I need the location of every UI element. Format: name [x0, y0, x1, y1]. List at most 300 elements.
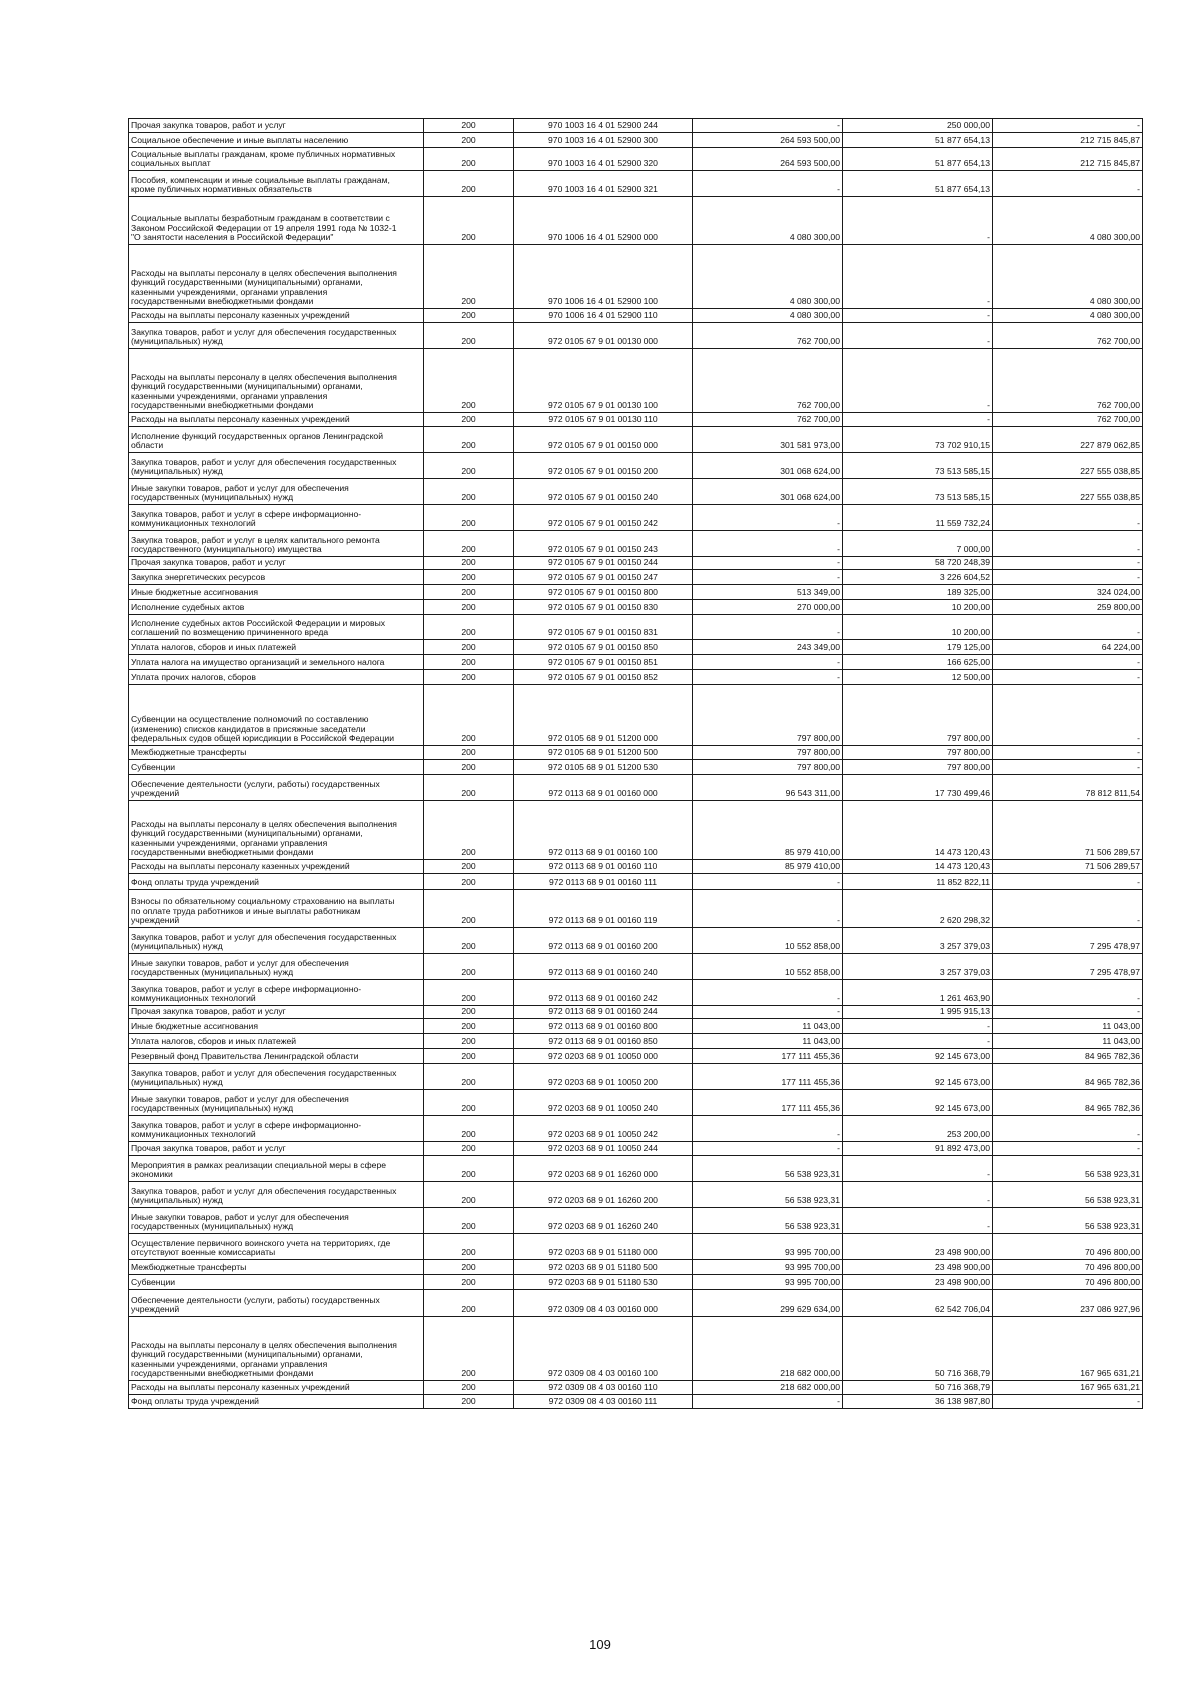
- row-approved-cell: 56 538 923,31: [693, 1182, 843, 1208]
- row-approved-cell: 4 080 300,00: [693, 245, 843, 309]
- row-unexecuted-cell: -: [993, 531, 1143, 557]
- row-unexecuted-cell: -: [993, 685, 1143, 746]
- row-code-cell: 200: [424, 1034, 514, 1049]
- row-name-cell: Иные закупки товаров, работ и услуг для обеспечения государственных (муниципальных) нужд: [129, 954, 424, 980]
- row-name-cell: Закупка товаров, работ и услуг в сфере информационно- коммуникационных технологий: [129, 1116, 424, 1142]
- row-unexecuted-cell: 212 715 845,87: [993, 133, 1143, 148]
- table-row: [129, 570, 1143, 585]
- table-row: [129, 775, 1143, 801]
- row-name-cell: Субвенции на осуществление полномочий по составлению (изменению) списков кандидатов в присяжные заседатели федеральных судов общей юрисдикции в Российской Федерации: [129, 685, 424, 746]
- row-executed-cell: 73 513 585,15: [843, 453, 993, 479]
- row-name-cell: Закупка товаров, работ и услуг для обеспечения государственных (муниципальных) нужд: [129, 1182, 424, 1208]
- row-name-cell: Исполнение функций государственных органов Ленинградской области: [129, 427, 424, 453]
- row-kbk-cell: 972 0113 68 9 01 00160 111: [514, 874, 693, 890]
- table-row: [129, 954, 1143, 980]
- row-executed-cell: -: [843, 413, 993, 427]
- row-code-cell: 200: [424, 479, 514, 505]
- row-approved-cell: -: [693, 557, 843, 570]
- row-approved-cell: 177 111 455,36: [693, 1090, 843, 1116]
- row-name-cell: Социальные выплаты безработным гражданам в соответствии с Законом Российской Федерации от 19 апреля 1991 года № 1032-1 "О занятости населения в Российской Федерации": [129, 197, 424, 245]
- row-executed-cell: 250 000,00: [843, 119, 993, 133]
- row-kbk-cell: 970 1003 16 4 01 52900 244: [514, 119, 693, 133]
- row-approved-cell: 4 080 300,00: [693, 197, 843, 245]
- table-row: [129, 640, 1143, 655]
- page-number: 109: [589, 1637, 611, 1652]
- row-approved-cell: 264 593 500,00: [693, 148, 843, 171]
- row-executed-cell: 3 257 379,03: [843, 954, 993, 980]
- row-code-cell: 200: [424, 890, 514, 928]
- row-executed-cell: 23 498 900,00: [843, 1275, 993, 1290]
- table-row: [129, 323, 1143, 349]
- table-row: [129, 1090, 1143, 1116]
- row-name-cell: Мероприятия в рамках реализации специальной меры в сфере экономики: [129, 1156, 424, 1182]
- row-kbk-cell: 972 0203 68 9 01 51180 500: [514, 1260, 693, 1275]
- row-unexecuted-cell: 237 086 927,96: [993, 1290, 1143, 1317]
- table-row: [129, 980, 1143, 1006]
- row-name-cell: Закупка энергетических ресурсов: [129, 570, 424, 585]
- row-code-cell: 200: [424, 615, 514, 640]
- row-approved-cell: -: [693, 119, 843, 133]
- table-row: [129, 860, 1143, 874]
- row-approved-cell: -: [693, 1142, 843, 1156]
- row-kbk-cell: 972 0105 67 9 01 00130 000: [514, 323, 693, 349]
- table-row: [129, 1208, 1143, 1234]
- row-approved-cell: 56 538 923,31: [693, 1208, 843, 1234]
- row-code-cell: 200: [424, 746, 514, 760]
- row-code-cell: 200: [424, 148, 514, 171]
- row-approved-cell: 96 543 311,00: [693, 775, 843, 801]
- row-unexecuted-cell: 70 496 800,00: [993, 1234, 1143, 1260]
- row-unexecuted-cell: 4 080 300,00: [993, 245, 1143, 309]
- row-executed-cell: 166 625,00: [843, 655, 993, 670]
- row-executed-cell: 92 145 673,00: [843, 1090, 993, 1116]
- row-executed-cell: 73 702 910,15: [843, 427, 993, 453]
- row-kbk-cell: 970 1003 16 4 01 52900 321: [514, 171, 693, 197]
- row-name-cell: Иные закупки товаров, работ и услуг для обеспечения государственных (муниципальных) нужд: [129, 1208, 424, 1234]
- table-row: [129, 479, 1143, 505]
- row-code-cell: 200: [424, 1116, 514, 1142]
- row-code-cell: 200: [424, 1317, 514, 1381]
- row-kbk-cell: 972 0105 67 9 01 00150 850: [514, 640, 693, 655]
- row-approved-cell: -: [693, 890, 843, 928]
- row-kbk-cell: 972 0105 67 9 01 00150 240: [514, 479, 693, 505]
- row-executed-cell: -: [843, 197, 993, 245]
- row-unexecuted-cell: 64 224,00: [993, 640, 1143, 655]
- table-row: [129, 1049, 1143, 1064]
- row-kbk-cell: 972 0203 68 9 01 10050 240: [514, 1090, 693, 1116]
- row-executed-cell: 7 000,00: [843, 531, 993, 557]
- row-code-cell: 200: [424, 954, 514, 980]
- row-unexecuted-cell: -: [993, 760, 1143, 775]
- row-kbk-cell: 972 0203 68 9 01 16260 200: [514, 1182, 693, 1208]
- row-name-cell: Расходы на выплаты персоналу казенных учреждений: [129, 1381, 424, 1395]
- row-code-cell: 200: [424, 413, 514, 427]
- row-name-cell: Прочая закупка товаров, работ и услуг: [129, 119, 424, 133]
- row-name-cell: Обеспечение деятельности (услуги, работы) государственных учреждений: [129, 1290, 424, 1317]
- row-executed-cell: 10 200,00: [843, 600, 993, 615]
- row-approved-cell: 762 700,00: [693, 413, 843, 427]
- table-row: [129, 801, 1143, 860]
- row-code-cell: 200: [424, 760, 514, 775]
- row-unexecuted-cell: -: [993, 615, 1143, 640]
- table-row: [129, 1260, 1143, 1275]
- row-unexecuted-cell: 11 043,00: [993, 1034, 1143, 1049]
- row-executed-cell: 797 800,00: [843, 746, 993, 760]
- row-name-cell: Взносы по обязательному социальному страхованию на выплаты по оплате труда работников и иные выплаты работникам учреждений: [129, 890, 424, 928]
- row-unexecuted-cell: 227 879 062,85: [993, 427, 1143, 453]
- row-approved-cell: 93 995 700,00: [693, 1275, 843, 1290]
- row-unexecuted-cell: -: [993, 1395, 1143, 1409]
- row-code-cell: 200: [424, 860, 514, 874]
- row-executed-cell: 797 800,00: [843, 685, 993, 746]
- row-kbk-cell: 972 0113 68 9 01 00160 800: [514, 1019, 693, 1034]
- row-code-cell: 200: [424, 1064, 514, 1090]
- row-code-cell: 200: [424, 685, 514, 746]
- table-row: [129, 148, 1143, 171]
- table-row: [129, 413, 1143, 427]
- row-unexecuted-cell: -: [993, 670, 1143, 685]
- table-row: [129, 1275, 1143, 1290]
- row-kbk-cell: 972 0113 68 9 01 00160 200: [514, 928, 693, 954]
- row-kbk-cell: 972 0203 68 9 01 16260 240: [514, 1208, 693, 1234]
- row-executed-cell: 50 716 368,79: [843, 1381, 993, 1395]
- table-row: [129, 133, 1143, 148]
- table-row: [129, 309, 1143, 323]
- row-approved-cell: -: [693, 570, 843, 585]
- table-row: [129, 670, 1143, 685]
- row-name-cell: Иные бюджетные ассигнования: [129, 585, 424, 600]
- table-row: [129, 1290, 1143, 1317]
- row-name-cell: Межбюджетные трансферты: [129, 1260, 424, 1275]
- row-unexecuted-cell: 259 800,00: [993, 600, 1143, 615]
- table-row: [129, 531, 1143, 557]
- row-executed-cell: 51 877 654,13: [843, 171, 993, 197]
- row-unexecuted-cell: 227 555 038,85: [993, 453, 1143, 479]
- row-unexecuted-cell: -: [993, 655, 1143, 670]
- row-kbk-cell: 972 0203 68 9 01 51180 530: [514, 1275, 693, 1290]
- row-kbk-cell: 972 0113 68 9 01 00160 100: [514, 801, 693, 860]
- row-unexecuted-cell: 4 080 300,00: [993, 309, 1143, 323]
- row-kbk-cell: 970 1003 16 4 01 52900 300: [514, 133, 693, 148]
- table-row: [129, 1116, 1143, 1142]
- row-kbk-cell: 972 0105 67 9 01 00150 247: [514, 570, 693, 585]
- row-name-cell: Расходы на выплаты персоналу в целях обеспечения выполнения функций государственными (муниципальными) органами, казенными учреждениями, органами управления государственными внебюджетными фондами: [129, 801, 424, 860]
- row-approved-cell: -: [693, 655, 843, 670]
- row-executed-cell: 11 852 822,11: [843, 874, 993, 890]
- row-code-cell: 200: [424, 245, 514, 309]
- row-executed-cell: 14 473 120,43: [843, 801, 993, 860]
- row-kbk-cell: 972 0113 68 9 01 00160 850: [514, 1034, 693, 1049]
- row-unexecuted-cell: 70 496 800,00: [993, 1260, 1143, 1275]
- row-code-cell: 200: [424, 1182, 514, 1208]
- row-approved-cell: 10 552 858,00: [693, 928, 843, 954]
- row-executed-cell: 62 542 706,04: [843, 1290, 993, 1317]
- table-row: [129, 1142, 1143, 1156]
- row-kbk-cell: 972 0105 68 9 01 51200 500: [514, 746, 693, 760]
- row-unexecuted-cell: 71 506 289,57: [993, 860, 1143, 874]
- row-name-cell: Закупка товаров, работ и услуг для обеспечения государственных (муниципальных) нужд: [129, 1064, 424, 1090]
- row-kbk-cell: 972 0113 68 9 01 00160 242: [514, 980, 693, 1006]
- row-code-cell: 200: [424, 1208, 514, 1234]
- table-row: [129, 1064, 1143, 1090]
- row-kbk-cell: 972 0105 67 9 01 00150 852: [514, 670, 693, 685]
- row-code-cell: 200: [424, 1275, 514, 1290]
- row-name-cell: Расходы на выплаты персоналу в целях обеспечения выполнения функций государственными (муниципальными) органами, казенными учреждениями, органами управления государственными внебюджетными фондами: [129, 1317, 424, 1381]
- row-executed-cell: 1 261 463,90: [843, 980, 993, 1006]
- row-unexecuted-cell: 56 538 923,31: [993, 1208, 1143, 1234]
- row-executed-cell: -: [843, 323, 993, 349]
- row-code-cell: 200: [424, 670, 514, 685]
- row-kbk-cell: 972 0105 67 9 01 00130 100: [514, 349, 693, 413]
- row-kbk-cell: 972 0309 08 4 03 00160 100: [514, 1317, 693, 1381]
- row-kbk-cell: 972 0105 67 9 01 00150 830: [514, 600, 693, 615]
- row-kbk-cell: 972 0113 68 9 01 00160 000: [514, 775, 693, 801]
- row-executed-cell: 189 325,00: [843, 585, 993, 600]
- row-kbk-cell: 972 0113 68 9 01 00160 119: [514, 890, 693, 928]
- row-unexecuted-cell: -: [993, 570, 1143, 585]
- row-name-cell: Иные закупки товаров, работ и услуг для обеспечения государственных (муниципальных) нужд: [129, 479, 424, 505]
- row-unexecuted-cell: 71 506 289,57: [993, 801, 1143, 860]
- row-name-cell: Социальные выплаты гражданам, кроме публичных нормативных социальных выплат: [129, 148, 424, 171]
- row-code-cell: 200: [424, 1260, 514, 1275]
- row-kbk-cell: 972 0203 68 9 01 51180 000: [514, 1234, 693, 1260]
- row-executed-cell: 2 620 298,32: [843, 890, 993, 928]
- row-unexecuted-cell: -: [993, 119, 1143, 133]
- row-code-cell: 200: [424, 801, 514, 860]
- row-executed-cell: -: [843, 1182, 993, 1208]
- row-unexecuted-cell: -: [993, 505, 1143, 531]
- row-unexecuted-cell: -: [993, 890, 1143, 928]
- row-unexecuted-cell: -: [993, 171, 1143, 197]
- table-row: [129, 1395, 1143, 1409]
- row-code-cell: 200: [424, 453, 514, 479]
- row-executed-cell: 91 892 473,00: [843, 1142, 993, 1156]
- row-unexecuted-cell: -: [993, 1116, 1143, 1142]
- table-body: [129, 119, 1143, 1409]
- row-name-cell: Уплата прочих налогов, сборов: [129, 670, 424, 685]
- row-unexecuted-cell: 84 965 782,36: [993, 1090, 1143, 1116]
- row-unexecuted-cell: 762 700,00: [993, 413, 1143, 427]
- row-unexecuted-cell: -: [993, 874, 1143, 890]
- row-kbk-cell: 972 0113 68 9 01 00160 240: [514, 954, 693, 980]
- row-kbk-cell: 972 0203 68 9 01 10050 242: [514, 1116, 693, 1142]
- table-row: [129, 928, 1143, 954]
- row-code-cell: 200: [424, 531, 514, 557]
- row-kbk-cell: 972 0105 67 9 01 00150 200: [514, 453, 693, 479]
- row-name-cell: Социальное обеспечение и иные выплаты населению: [129, 133, 424, 148]
- row-kbk-cell: 972 0105 67 9 01 00150 851: [514, 655, 693, 670]
- row-name-cell: Расходы на выплаты персоналу в целях обеспечения выполнения функций государственными (муниципальными) органами, казенными учреждениями, органами управления государственными внебюджетными фондами: [129, 349, 424, 413]
- row-approved-cell: 93 995 700,00: [693, 1234, 843, 1260]
- row-executed-cell: 51 877 654,13: [843, 148, 993, 171]
- row-kbk-cell: 972 0105 67 9 01 00150 000: [514, 427, 693, 453]
- row-unexecuted-cell: 84 965 782,36: [993, 1064, 1143, 1090]
- row-code-cell: 200: [424, 1142, 514, 1156]
- row-name-cell: Уплата налогов, сборов и иных платежей: [129, 640, 424, 655]
- row-unexecuted-cell: 78 812 811,54: [993, 775, 1143, 801]
- row-kbk-cell: 970 1006 16 4 01 52900 000: [514, 197, 693, 245]
- row-code-cell: 200: [424, 1006, 514, 1019]
- table-row: [129, 1019, 1143, 1034]
- row-kbk-cell: 972 0203 68 9 01 10050 000: [514, 1049, 693, 1064]
- row-unexecuted-cell: 84 965 782,36: [993, 1049, 1143, 1064]
- row-executed-cell: 23 498 900,00: [843, 1260, 993, 1275]
- table-row: [129, 655, 1143, 670]
- row-name-cell: Уплата налога на имущество организаций и земельного налога: [129, 655, 424, 670]
- table-row: [129, 453, 1143, 479]
- row-approved-cell: 270 000,00: [693, 600, 843, 615]
- row-name-cell: Закупка товаров, работ и услуг в целях капитального ремонта государственного (муниципального) имущества: [129, 531, 424, 557]
- row-executed-cell: -: [843, 1156, 993, 1182]
- row-approved-cell: 11 043,00: [693, 1019, 843, 1034]
- row-unexecuted-cell: -: [993, 746, 1143, 760]
- row-kbk-cell: 972 0309 08 4 03 00160 111: [514, 1395, 693, 1409]
- table-row: [129, 245, 1143, 309]
- row-executed-cell: 17 730 499,46: [843, 775, 993, 801]
- row-approved-cell: -: [693, 615, 843, 640]
- row-name-cell: Уплата налогов, сборов и иных платежей: [129, 1034, 424, 1049]
- row-kbk-cell: 972 0309 08 4 03 00160 110: [514, 1381, 693, 1395]
- table-row: [129, 874, 1143, 890]
- row-name-cell: Иные закупки товаров, работ и услуг для обеспечения государственных (муниципальных) нужд: [129, 1090, 424, 1116]
- row-executed-cell: 36 138 987,80: [843, 1395, 993, 1409]
- row-executed-cell: 92 145 673,00: [843, 1049, 993, 1064]
- row-executed-cell: -: [843, 349, 993, 413]
- row-code-cell: 200: [424, 309, 514, 323]
- row-approved-cell: 797 800,00: [693, 746, 843, 760]
- row-kbk-cell: 972 0309 08 4 03 00160 000: [514, 1290, 693, 1317]
- row-name-cell: Расходы на выплаты персоналу казенных учреждений: [129, 309, 424, 323]
- row-executed-cell: -: [843, 245, 993, 309]
- row-approved-cell: 301 581 973,00: [693, 427, 843, 453]
- row-approved-cell: 56 538 923,31: [693, 1156, 843, 1182]
- row-executed-cell: 51 877 654,13: [843, 133, 993, 148]
- row-approved-cell: -: [693, 171, 843, 197]
- row-name-cell: Закупка товаров, работ и услуг для обеспечения государственных (муниципальных) нужд: [129, 453, 424, 479]
- row-executed-cell: 10 200,00: [843, 615, 993, 640]
- table-row: [129, 1034, 1143, 1049]
- row-approved-cell: -: [693, 874, 843, 890]
- row-kbk-cell: 972 0113 68 9 01 00160 244: [514, 1006, 693, 1019]
- row-kbk-cell: 972 0105 68 9 01 51200 000: [514, 685, 693, 746]
- row-executed-cell: 3 257 379,03: [843, 928, 993, 954]
- row-approved-cell: 513 349,00: [693, 585, 843, 600]
- row-executed-cell: -: [843, 1019, 993, 1034]
- row-unexecuted-cell: 70 496 800,00: [993, 1275, 1143, 1290]
- row-approved-cell: 85 979 410,00: [693, 801, 843, 860]
- row-unexecuted-cell: 167 965 631,21: [993, 1317, 1143, 1381]
- table-row: [129, 1182, 1143, 1208]
- row-name-cell: Закупка товаров, работ и услуг для обеспечения государственных (муниципальных) нужд: [129, 323, 424, 349]
- row-executed-cell: 14 473 120,43: [843, 860, 993, 874]
- row-name-cell: Прочая закупка товаров, работ и услуг: [129, 1006, 424, 1019]
- row-kbk-cell: 972 0203 68 9 01 16260 000: [514, 1156, 693, 1182]
- row-name-cell: Резервный фонд Правительства Ленинградской области: [129, 1049, 424, 1064]
- row-kbk-cell: 972 0105 67 9 01 00150 244: [514, 557, 693, 570]
- table-row: [129, 890, 1143, 928]
- row-name-cell: Исполнение судебных актов: [129, 600, 424, 615]
- row-executed-cell: 58 720 248,39: [843, 557, 993, 570]
- table-row: [129, 1006, 1143, 1019]
- row-code-cell: 200: [424, 1156, 514, 1182]
- budget-execution-table: [128, 118, 1143, 1409]
- row-approved-cell: -: [693, 1395, 843, 1409]
- table-row: [129, 1381, 1143, 1395]
- row-code-cell: 200: [424, 133, 514, 148]
- row-code-cell: 200: [424, 570, 514, 585]
- row-approved-cell: 301 068 624,00: [693, 479, 843, 505]
- row-approved-cell: -: [693, 980, 843, 1006]
- table-row: [129, 746, 1143, 760]
- row-approved-cell: 218 682 000,00: [693, 1381, 843, 1395]
- table-row: [129, 119, 1143, 133]
- row-executed-cell: 73 513 585,15: [843, 479, 993, 505]
- row-unexecuted-cell: 167 965 631,21: [993, 1381, 1143, 1395]
- row-code-cell: 200: [424, 640, 514, 655]
- row-kbk-cell: 972 0105 68 9 01 51200 530: [514, 760, 693, 775]
- row-unexecuted-cell: 7 295 478,97: [993, 954, 1143, 980]
- table-row: [129, 760, 1143, 775]
- row-unexecuted-cell: -: [993, 557, 1143, 570]
- row-approved-cell: 299 629 634,00: [693, 1290, 843, 1317]
- row-approved-cell: 85 979 410,00: [693, 860, 843, 874]
- row-approved-cell: 301 068 624,00: [693, 453, 843, 479]
- row-approved-cell: 10 552 858,00: [693, 954, 843, 980]
- row-name-cell: Расходы на выплаты персоналу в целях обеспечения выполнения функций государственными (муниципальными) органами, казенными учреждениями, органами управления государственными внебюджетными фондами: [129, 245, 424, 309]
- table-row: [129, 349, 1143, 413]
- row-unexecuted-cell: 4 080 300,00: [993, 197, 1143, 245]
- row-executed-cell: 1 995 915,13: [843, 1006, 993, 1019]
- row-name-cell: Субвенции: [129, 760, 424, 775]
- row-code-cell: 200: [424, 980, 514, 1006]
- row-approved-cell: 762 700,00: [693, 349, 843, 413]
- row-kbk-cell: 972 0105 67 9 01 00130 110: [514, 413, 693, 427]
- row-code-cell: 200: [424, 585, 514, 600]
- row-unexecuted-cell: 56 538 923,31: [993, 1182, 1143, 1208]
- row-kbk-cell: 972 0105 67 9 01 00150 243: [514, 531, 693, 557]
- row-kbk-cell: 972 0203 68 9 01 10050 244: [514, 1142, 693, 1156]
- row-approved-cell: 11 043,00: [693, 1034, 843, 1049]
- row-code-cell: 200: [424, 1381, 514, 1395]
- row-name-cell: Пособия, компенсации и иные социальные выплаты гражданам, кроме публичных нормативных обязательств: [129, 171, 424, 197]
- row-approved-cell: -: [693, 1116, 843, 1142]
- row-kbk-cell: 972 0105 67 9 01 00150 831: [514, 615, 693, 640]
- row-name-cell: Субвенции: [129, 1275, 424, 1290]
- row-executed-cell: 23 498 900,00: [843, 1234, 993, 1260]
- row-code-cell: 200: [424, 349, 514, 413]
- row-approved-cell: 243 349,00: [693, 640, 843, 655]
- row-approved-cell: -: [693, 505, 843, 531]
- row-name-cell: Межбюджетные трансферты: [129, 746, 424, 760]
- row-executed-cell: -: [843, 1208, 993, 1234]
- row-unexecuted-cell: -: [993, 1006, 1143, 1019]
- row-code-cell: 200: [424, 197, 514, 245]
- row-code-cell: 200: [424, 1395, 514, 1409]
- row-kbk-cell: 972 0203 68 9 01 10050 200: [514, 1064, 693, 1090]
- table-row: [129, 585, 1143, 600]
- row-name-cell: Расходы на выплаты персоналу казенных учреждений: [129, 413, 424, 427]
- row-unexecuted-cell: 227 555 038,85: [993, 479, 1143, 505]
- table-row: [129, 600, 1143, 615]
- table-row: [129, 557, 1143, 570]
- row-code-cell: 200: [424, 427, 514, 453]
- row-approved-cell: 4 080 300,00: [693, 309, 843, 323]
- row-name-cell: Иные бюджетные ассигнования: [129, 1019, 424, 1034]
- row-name-cell: Закупка товаров, работ и услуг для обеспечения государственных (муниципальных) нужд: [129, 928, 424, 954]
- table-row: [129, 505, 1143, 531]
- row-approved-cell: 177 111 455,36: [693, 1049, 843, 1064]
- row-code-cell: 200: [424, 874, 514, 890]
